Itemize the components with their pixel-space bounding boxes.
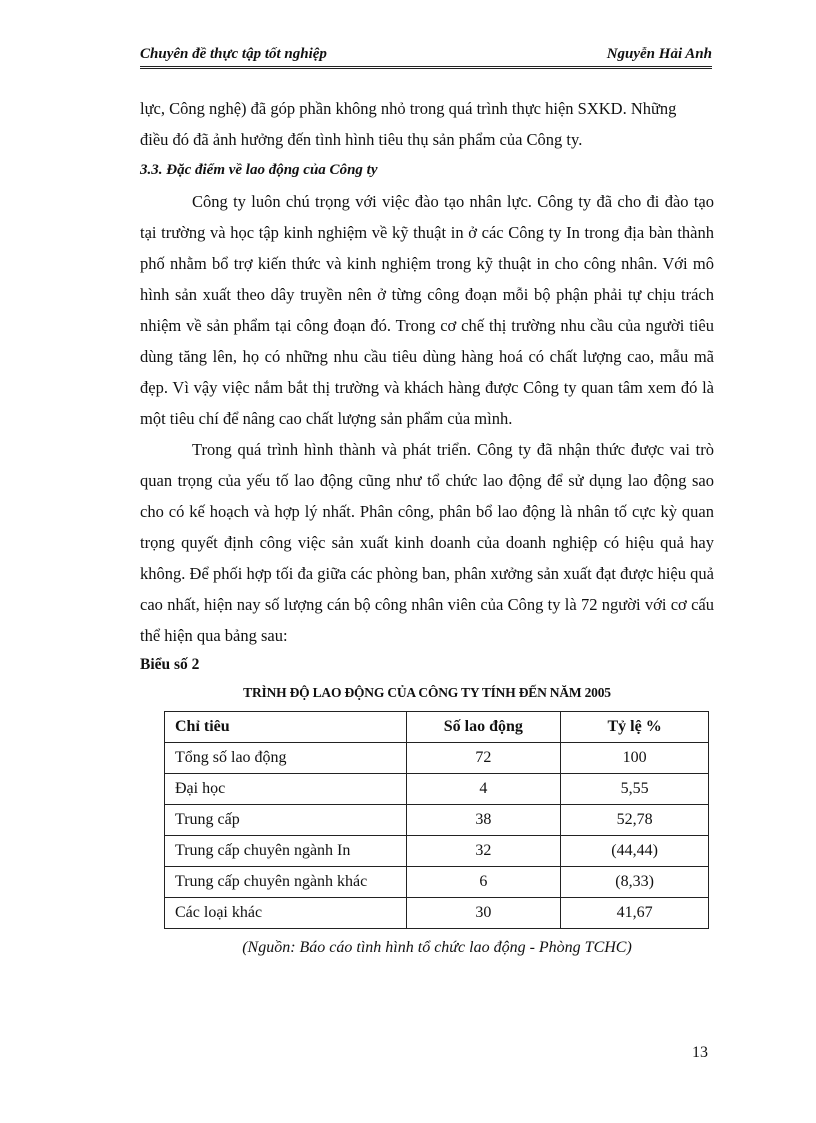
row-count: 72 — [406, 743, 561, 774]
paragraph-labor: Trong quá trình hình thành và phát triển. Công ty đã nhận thức được vai trò quan trọng của yếu tố lao động cũng như tổ chức lao động để sử dụng lao động sao cho có kế hoạch và hợp lý nhất. Phân công, phân bổ lao động là nhân tố cực kỳ quan trọng quyết định công việc sản xuất kinh doanh của doanh nghiệp có hiệu quả hay không. Để phối hợp tối đa giữa các phòng ban, phân xưởng sản xuất đạt được hiệu quả cao nhất, hiện nay số lượng cán bộ công nhân viên của Công ty là 72 người với cơ cấu thể hiện qua bảng sau: — [140, 440, 714, 645]
row-count: 6 — [406, 867, 561, 898]
labor-table — [164, 711, 709, 929]
row-label: Trung cấp chuyên ngành In — [165, 836, 407, 867]
header-cell-count: Số lao động — [406, 712, 561, 743]
table-title: TRÌNH ĐỘ LAO ĐỘNG CỦA CÔNG TY TÍNH ĐẾN NĂM 2005 — [243, 685, 611, 700]
row-percent: 100 — [561, 743, 709, 774]
table-row — [165, 774, 709, 805]
table-row — [165, 743, 709, 774]
row-count: 4 — [406, 774, 561, 805]
page-header — [140, 44, 712, 69]
table-header-row — [165, 712, 709, 743]
row-label: Trung cấp — [165, 805, 407, 836]
table-row — [165, 836, 709, 867]
paragraph-training: Công ty luôn chú trọng với việc đào tạo nhân lực. Công ty đã cho đi đào tạo tại trường và học tập kinh nghiệm về kỹ thuật in ở các Công ty In trong địa bàn thành phố nhằm bổ trợ kiến thức và kinh nghiệm trong kỹ thuật in cho công nhân. Với mô hình sản xuất theo dây truyền nên ở từng công đoạn mỗi bộ phận phải tự chịu trách nhiệm về sản phẩm tại công đoạn đó. Trong cơ chế thị trường nhu cầu của người tiêu dùng tăng lên, họ có những nhu cầu tiêu dùng hàng hoá có chất lượng cao, mẫu mã đẹp. Vì vậy việc nắm bắt thị trường và khách hàng được Công ty quan tâm xem đó là một tiêu chí để nâng cao chất lượng sản phẩm của mình. — [140, 192, 714, 428]
page-number: 13 — [692, 1044, 708, 1061]
table-row — [165, 805, 709, 836]
section-heading: 3.3. Đặc điểm về lao động của Công ty — [140, 162, 378, 178]
row-label: Trung cấp chuyên ngành khác — [165, 867, 407, 898]
table-label: Biểu số 2 — [140, 656, 200, 673]
row-label: Các loại khác — [165, 898, 407, 929]
row-count: 30 — [406, 898, 561, 929]
page-content — [140, 93, 714, 957]
intro-line-2: điều đó đã ảnh hưởng đến tình hình tiêu thụ sản phẩm của Công ty. — [140, 130, 583, 149]
row-percent: (8,33) — [561, 867, 709, 898]
header-author-name: Nguyễn Hải Anh — [606, 46, 712, 62]
header-cell-percent: Tỷ lệ % — [561, 712, 709, 743]
row-label: Tổng số lao động — [165, 743, 407, 774]
row-percent: 52,78 — [561, 805, 709, 836]
header-document-title: Chuyên đề thực tập tốt nghiệp — [140, 46, 327, 62]
row-percent: 5,55 — [561, 774, 709, 805]
row-percent: (44,44) — [561, 836, 709, 867]
row-count: 32 — [406, 836, 561, 867]
intro-line-1: lực, Công nghệ) đã góp phần không nhỏ trong quá trình thực hiện SXKD. Những — [140, 99, 677, 118]
table-row — [165, 898, 709, 929]
row-percent: 41,67 — [561, 898, 709, 929]
table-row — [165, 867, 709, 898]
row-count: 38 — [406, 805, 561, 836]
table-source-note: (Nguồn: Báo cáo tình hình tổ chức lao động - Phòng TCHC) — [242, 939, 632, 956]
header-cell-indicator: Chỉ tiêu — [165, 712, 407, 743]
row-label: Đại học — [165, 774, 407, 805]
